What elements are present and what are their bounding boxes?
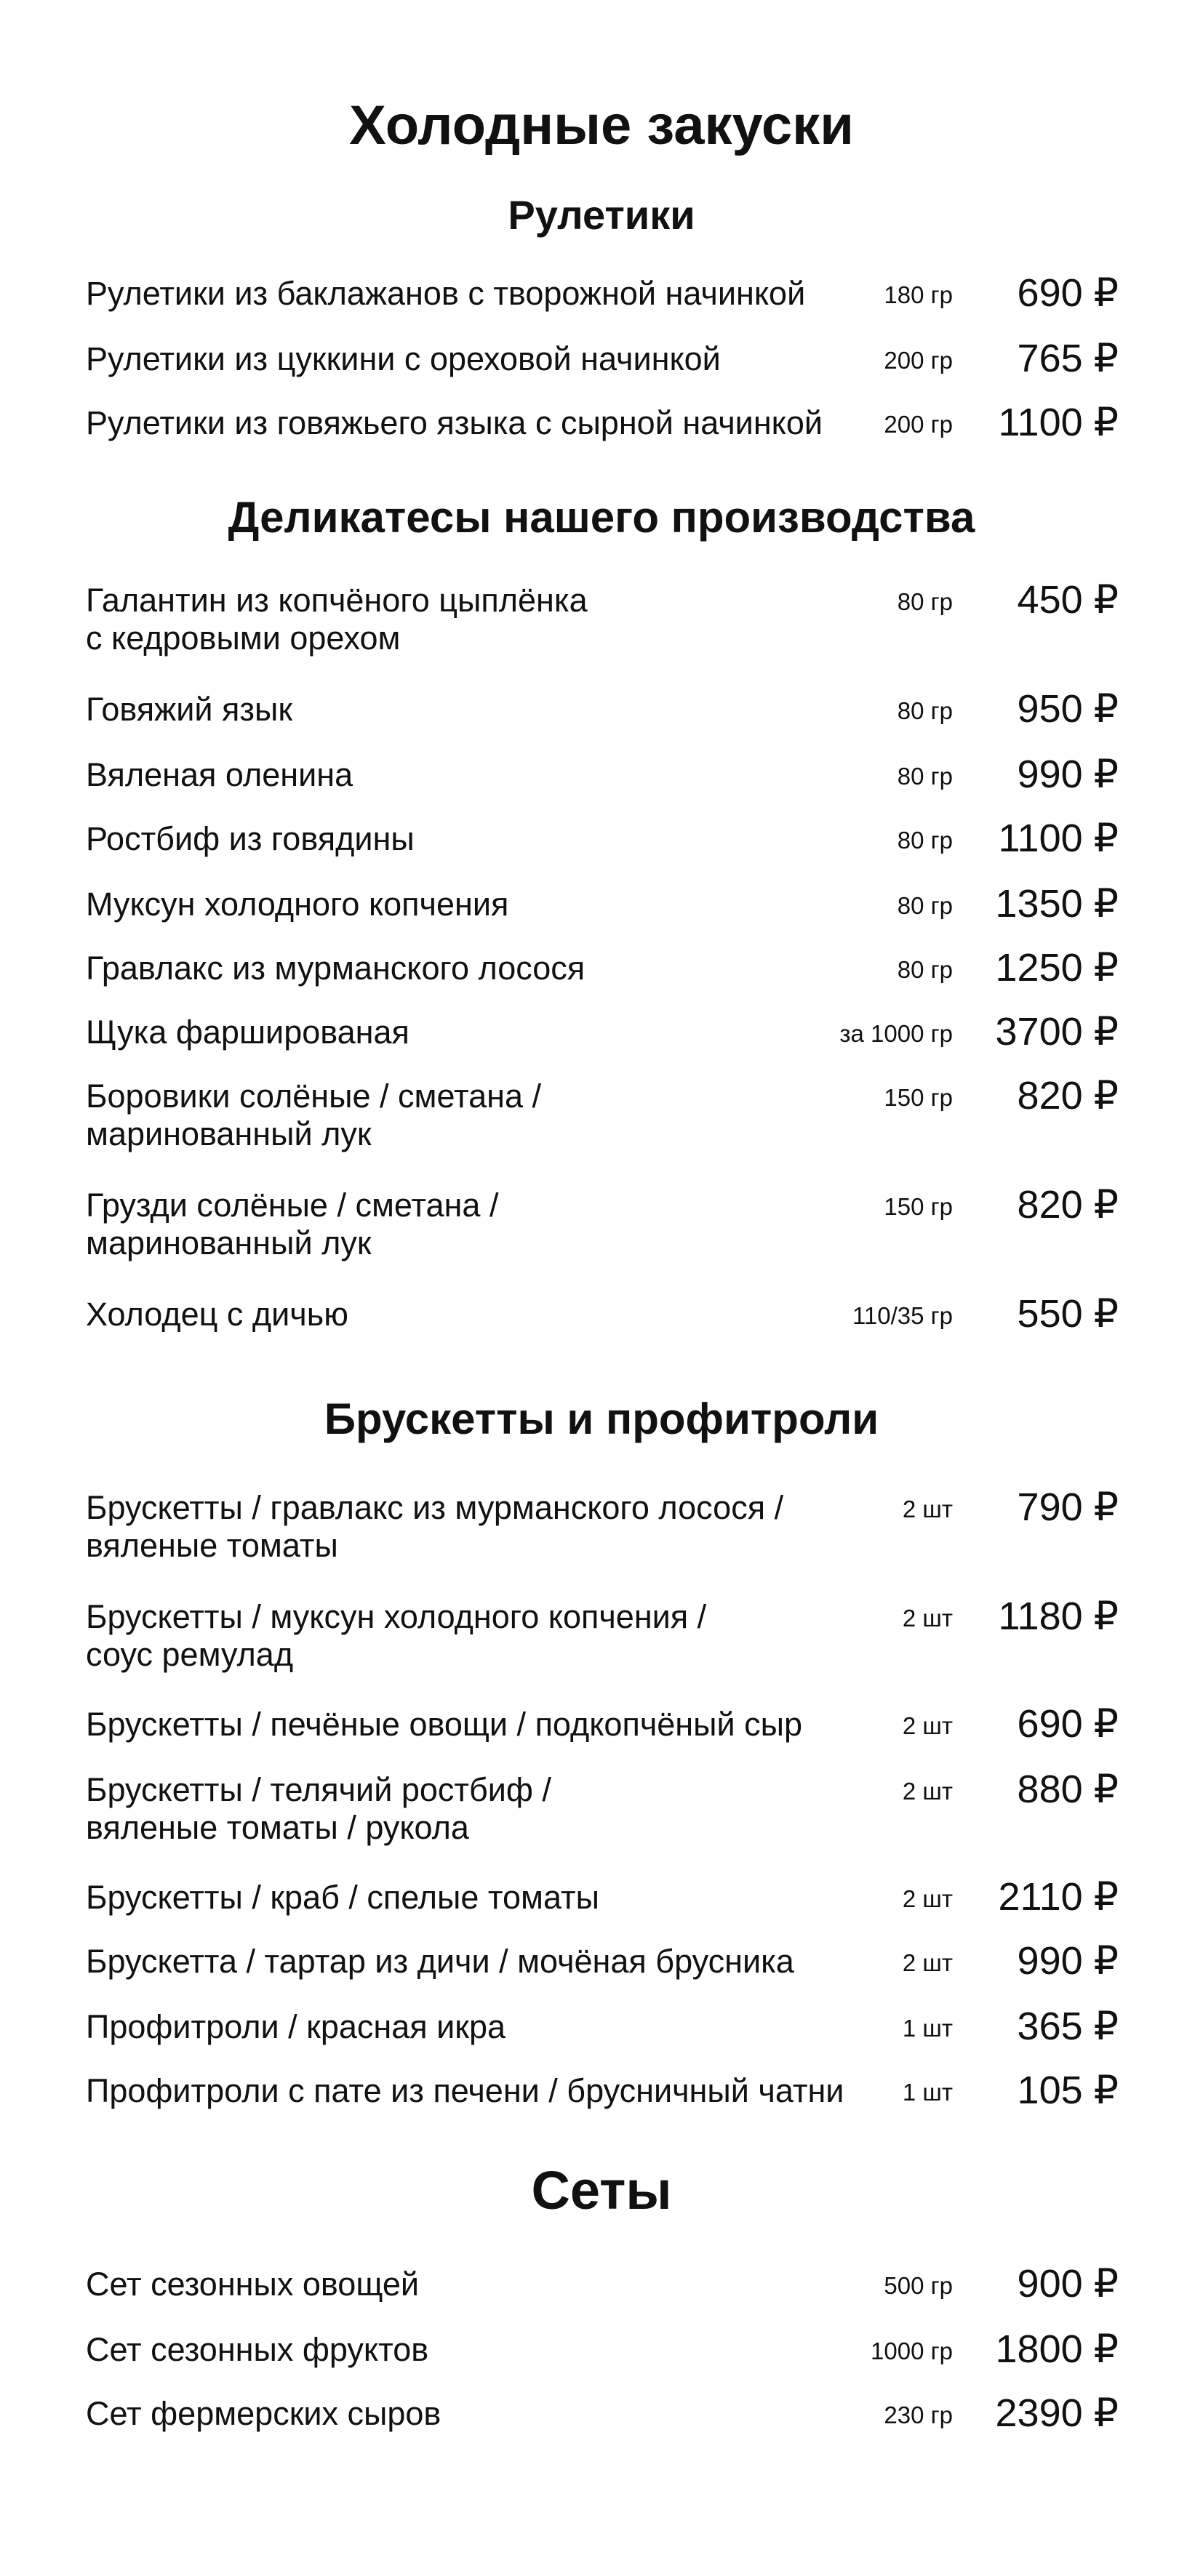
item-weight: 80 гр [897, 697, 953, 724]
item-price: 365 ₽ [1017, 2005, 1119, 2048]
item-price: 900 ₽ [1017, 2262, 1119, 2306]
item-name: Холодец с дичью [86, 1296, 348, 1333]
section-title: Рулетики [508, 192, 695, 238]
menu-item [86, 1292, 1119, 1368]
menu-item [86, 2391, 1119, 2468]
item-weight: 2 шт [902, 1949, 953, 1976]
menu-item [86, 1010, 1119, 1086]
menu-item [86, 1074, 1119, 1152]
menu-item [86, 2069, 1119, 2145]
item-weight: 2 шт [902, 1605, 953, 1632]
item-name: Брускетты / муксун холодного копчения / соус ремулад [86, 1598, 707, 1673]
menu-item [86, 2005, 1119, 2081]
item-name: Гравлакс из мурманского лосося [86, 950, 585, 987]
menu-item [86, 2327, 1119, 2404]
item-weight: 80 гр [897, 827, 953, 854]
item-weight: 150 гр [884, 1084, 953, 1111]
item-name: Рулетики из цуккини с ореховой начинкой [86, 340, 721, 377]
menu-item [86, 1594, 1119, 1673]
item-price: 790 ₽ [1017, 1485, 1119, 1529]
menu-item [86, 816, 1119, 893]
item-weight: 180 гр [884, 281, 953, 308]
item-price: 550 ₽ [1017, 1292, 1119, 1336]
item-price: 1250 ₽ [995, 946, 1119, 990]
item-price: 1800 ₽ [995, 2327, 1119, 2371]
item-price: 820 ₽ [1017, 1183, 1119, 1227]
item-weight: 1 шт [902, 2015, 953, 2042]
item-price: 690 ₽ [1017, 1702, 1119, 1746]
item-name: Вяленая оленина [86, 756, 353, 793]
section-title: Сеты [531, 2160, 672, 2220]
menu-item [86, 1702, 1119, 1778]
item-price: 950 ₽ [1017, 687, 1119, 731]
item-name: Говяжий язык [86, 691, 293, 728]
item-weight: 500 гр [884, 2272, 953, 2299]
item-price: 1350 ₽ [995, 882, 1119, 926]
item-name: Профитроли / красная икра [86, 2008, 506, 2045]
item-weight: 80 гр [897, 956, 953, 983]
item-name: Щука фаршированая [86, 1014, 409, 1051]
item-weight: 1 шт [902, 2079, 953, 2106]
menu-item [86, 1485, 1119, 1564]
item-name: Брускетта / тартар из дичи / мочёная брусника [86, 1943, 794, 1980]
item-price: 1100 ₽ [998, 816, 1119, 860]
item-price: 3700 ₽ [995, 1010, 1119, 1054]
section-title: Деликатесы нашего производства [228, 493, 975, 542]
item-weight: 200 гр [884, 347, 953, 374]
item-name: Профитроли с пате из печени / брусничный чатни [86, 2072, 844, 2109]
item-weight: 200 гр [884, 411, 953, 438]
item-name: Брускетты / краб / спелые томаты [86, 1879, 599, 1916]
item-weight: 2 шт [902, 1712, 953, 1739]
item-name: Брускетты / телячий ростбиф / вяленые томаты / рукола [86, 1771, 551, 1846]
item-price: 880 ₽ [1017, 1768, 1119, 1811]
item-weight: 150 гр [884, 1193, 953, 1220]
item-name: Сет сезонных овощей [86, 2266, 420, 2303]
item-name: Сет фермерских сыров [86, 2395, 441, 2432]
item-name: Галантин из копчёного цыплёнка с кедровыми орехом [86, 582, 588, 657]
menu-item [86, 1183, 1119, 1261]
item-weight: 110/35 гр [852, 1302, 953, 1329]
menu-item [86, 2262, 1119, 2338]
menu-item [86, 578, 1119, 657]
menu-item [86, 946, 1119, 1022]
item-name: Боровики солёные / сметана / маринованный лук [86, 1078, 542, 1152]
item-name: Муксун холодного копчения [86, 886, 509, 923]
item-weight: 1000 гр [871, 2338, 953, 2364]
item-name: Брускетты / гравлакс из мурманского лосося / вяленые томаты [86, 1489, 784, 1564]
item-name: Рулетики из говяжьего языка с сырной начинкой [86, 404, 823, 441]
item-weight: за 1000 гр [839, 1020, 953, 1047]
item-price: 450 ₽ [1017, 578, 1119, 622]
menu-item [86, 882, 1119, 958]
item-weight: 230 гр [884, 2402, 953, 2428]
item-name: Грузди солёные / сметана / маринованный лук [86, 1187, 499, 1261]
item-name: Брускетты / печёные овощи / подкопчёный сыр [86, 1706, 802, 1743]
item-price: 690 ₽ [1017, 271, 1119, 315]
item-price: 765 ₽ [1017, 337, 1119, 380]
item-price: 820 ₽ [1017, 1074, 1119, 1118]
menu-item [86, 271, 1119, 348]
item-weight: 80 гр [897, 588, 953, 615]
menu-item [86, 401, 1119, 477]
item-price: 2390 ₽ [995, 2391, 1119, 2435]
item-price: 1100 ₽ [998, 401, 1119, 444]
item-weight: 80 гр [897, 763, 953, 790]
menu-item [86, 1939, 1119, 2015]
menu-item [86, 1768, 1119, 1846]
item-name: Рулетики из баклажанов с творожной начинкой [86, 275, 806, 312]
menu-item [86, 687, 1119, 763]
item-weight: 80 гр [897, 892, 953, 919]
item-price: 1180 ₽ [998, 1594, 1119, 1638]
item-weight: 2 шт [902, 1496, 953, 1522]
page-title: Холодные закуски [349, 95, 854, 156]
item-price: 2110 ₽ [998, 1875, 1119, 1919]
item-name: Ростбиф из говядины [86, 820, 415, 857]
menu-item [86, 1875, 1119, 1951]
menu-item [86, 337, 1119, 413]
item-weight: 2 шт [902, 1885, 953, 1912]
item-price: 990 ₽ [1017, 753, 1119, 796]
menu-item [86, 753, 1119, 829]
section-title: Брускетты и профитроли [324, 1395, 879, 1443]
item-name: Сет сезонных фруктов [86, 2331, 429, 2368]
item-price: 105 ₽ [1017, 2069, 1119, 2112]
item-weight: 2 шт [902, 1778, 953, 1805]
item-price: 990 ₽ [1017, 1939, 1119, 1983]
